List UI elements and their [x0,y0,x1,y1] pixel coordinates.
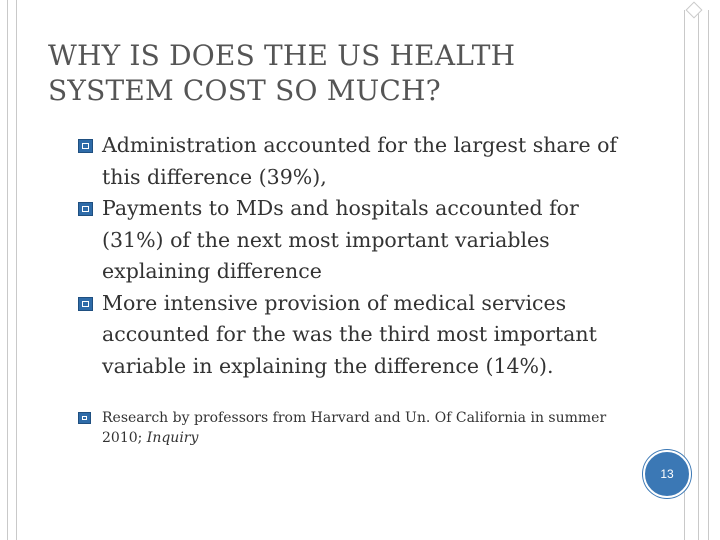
bullet-item [78,130,638,193]
square-bullet-icon [78,202,93,216]
source-italic: Inquiry [146,430,199,446]
left-rule-inner [16,0,17,540]
square-bullet-icon [78,297,93,311]
title-line-1: WHY IS DOES THE US HEALTH [48,39,516,72]
bullet-text: More intensive provision of medical services accounted for the was the third most important variable in explaining the difference (14%). [102,290,597,378]
right-rule-3 [708,0,709,540]
title-line-2: SYSTEM COST SO MUCH? [48,74,441,107]
bullet-text: Payments to MDs and hospitals accounted for (31%) of the next most important variables explaining difference [102,196,579,283]
square-bullet-icon [78,412,91,424]
page-number-badge [643,450,691,498]
page-number: 13 [660,467,674,481]
left-rule-outer [7,0,8,540]
square-bullet-icon [78,139,93,153]
source-text: Research by professors from Harvard and Un. Of California in summer 2010; [102,410,607,446]
right-rule-2 [698,0,699,540]
bullet-list [78,130,638,382]
source-note [78,408,622,448]
bullet-item [78,288,638,383]
bullet-item [78,193,638,288]
bullet-text: Administration accounted for the largest share of this difference (39%), [102,133,618,189]
slide-title [48,38,648,108]
